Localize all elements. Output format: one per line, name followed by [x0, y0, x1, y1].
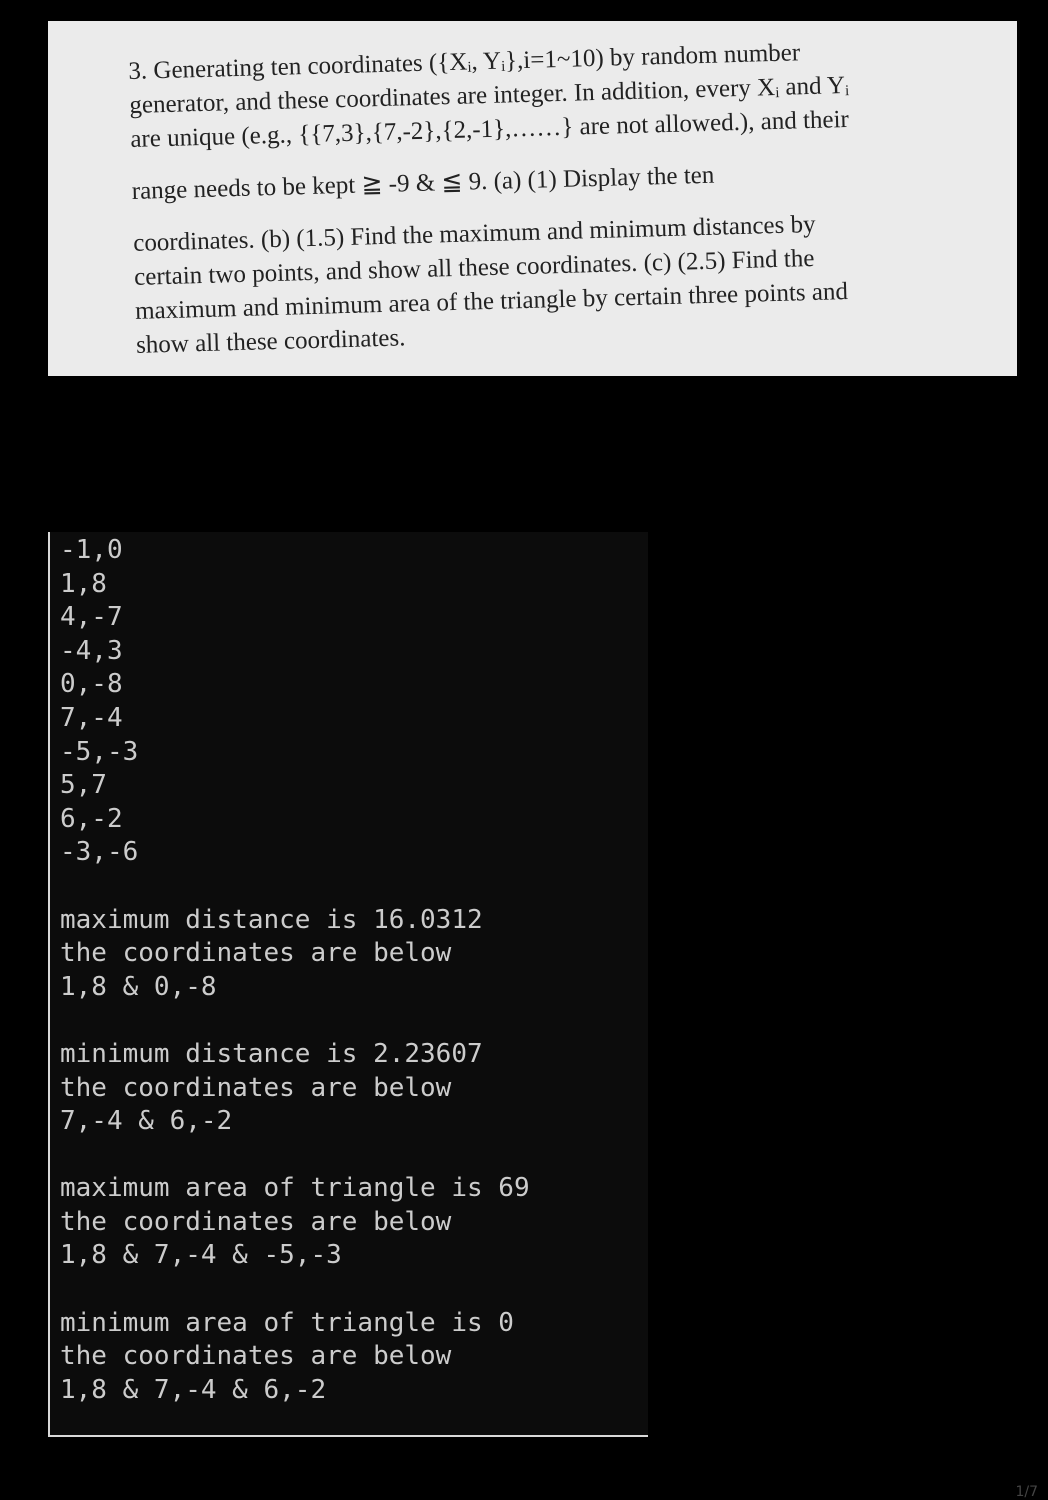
coordinates-label: the coordinates are below [60, 1341, 452, 1372]
coordinate-line: 6,-2 [60, 803, 123, 834]
coordinates-label: the coordinates are below [60, 1206, 452, 1237]
coordinate-line: 5,7 [60, 770, 107, 801]
blank-line [60, 870, 648, 904]
blank-line [60, 1139, 648, 1173]
coordinate-line: 4,-7 [60, 602, 123, 633]
page-indicator: 1/7 [1015, 1484, 1038, 1500]
question-line: show all these coordinates. [135, 324, 406, 359]
max-area-line: maximum area of triangle is 69 [60, 1173, 530, 1204]
min-area-line: minimum area of triangle is 0 [60, 1307, 514, 1338]
min-distance-line: minimum distance is 2.23607 [60, 1038, 483, 1069]
question-panel [48, 21, 1017, 376]
coordinate-line: -3,-6 [60, 837, 139, 868]
coordinate-line: -5,-3 [60, 736, 139, 767]
min-area-points: 1,8 & 7,-4 & 6,-2 [60, 1374, 327, 1405]
coordinate-line: -4,3 [60, 635, 123, 666]
question-line: are unique (e.g., {{7,3},{7,-2},{2,-1},……} are not allowed.), and their [129, 105, 850, 153]
coordinates-label: the coordinates are below [60, 938, 452, 969]
console-output [48, 532, 648, 1437]
blank-line [60, 1004, 648, 1038]
coordinates-label: the coordinates are below [60, 1072, 452, 1103]
coordinate-line: 7,-4 [60, 702, 123, 733]
question-line: certain two points, and show all these coordinates. (c) (2.5) Find the [133, 244, 815, 291]
question-line: maximum and minimum area of the triangle by certain three points and [134, 277, 849, 325]
coordinate-line: 0,-8 [60, 669, 123, 700]
blank-line [60, 1273, 648, 1307]
question-line: coordinates. (b) (1.5) Find the maximum and minimum distances by [132, 210, 816, 257]
coordinate-line: -1,0 [60, 535, 123, 565]
coordinate-line: 1,8 [60, 568, 107, 599]
max-distance-points: 1,8 & 0,-8 [60, 971, 217, 1002]
question-line: generator, and these coordinates are integer. In addition, every Xᵢ and Yᵢ [129, 71, 850, 119]
min-distance-points: 7,-4 & 6,-2 [60, 1106, 233, 1137]
question-line: range needs to be kept ≧ -9 & ≦ 9. (a) (1) Display the ten [131, 161, 715, 205]
question-text [128, 32, 956, 363]
max-distance-line: maximum distance is 16.0312 [60, 904, 483, 935]
max-area-points: 1,8 & 7,-4 & -5,-3 [60, 1240, 342, 1271]
question-line: 3. Generating ten coordinates ({Xᵢ, Yᵢ},i=1~10) by random number [128, 39, 801, 85]
